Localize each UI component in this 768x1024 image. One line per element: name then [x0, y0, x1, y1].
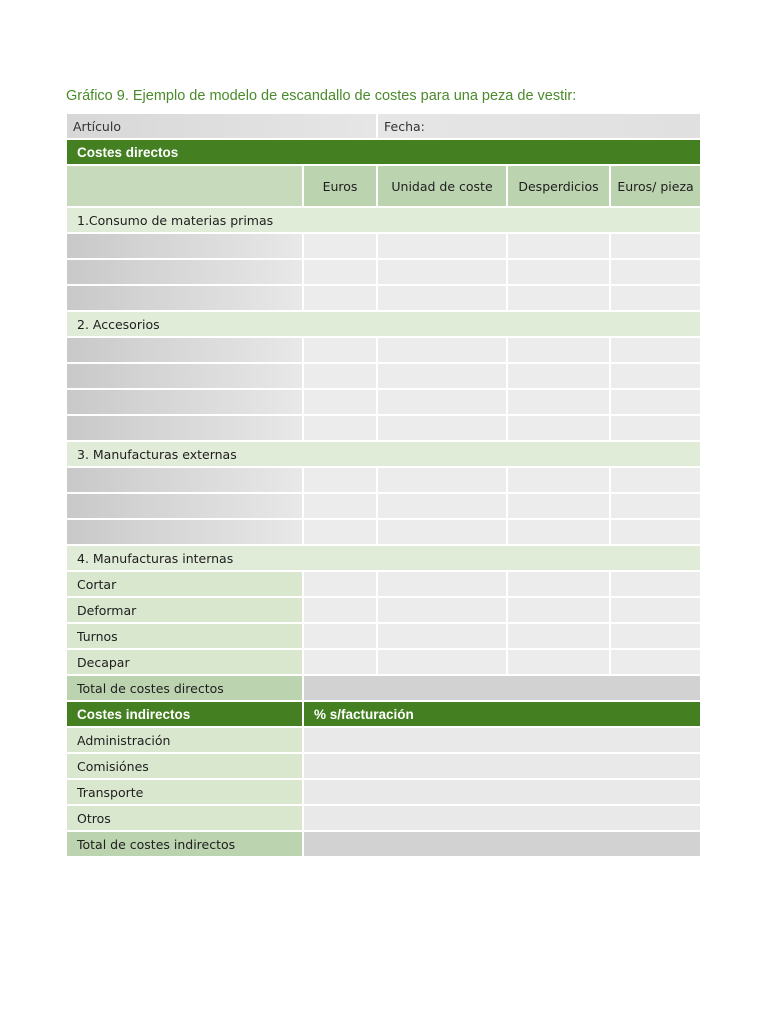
cost-item-row [67, 598, 700, 624]
blank-row [67, 416, 700, 442]
indirect-column-header: % s/facturación [304, 702, 700, 728]
value-cell[interactable] [508, 650, 611, 676]
blank-row [67, 520, 700, 546]
cost-item-row [67, 624, 700, 650]
figure-caption: Gráfico 9. Ejemplo de modelo de escandallo de costes para una peza de vestir: [66, 88, 577, 104]
value-cell[interactable] [611, 572, 700, 598]
cost-item-label: Turnos [67, 624, 304, 650]
blank-row [67, 234, 700, 260]
indirect-item-label: Transporte [67, 780, 304, 806]
column-header: Desperdicios [508, 166, 611, 208]
percentage-cell[interactable] [304, 780, 700, 806]
section-row [67, 546, 700, 572]
indirect-item-row [67, 754, 700, 780]
section-title: 1.Consumo de materias primas [67, 208, 700, 234]
value-cell[interactable] [304, 650, 378, 676]
value-cell[interactable] [304, 338, 378, 364]
column-header: Euros/ pieza [611, 166, 700, 208]
value-cell[interactable] [378, 390, 508, 416]
concept-cell[interactable] [67, 260, 304, 286]
concept-cell[interactable] [67, 494, 304, 520]
value-cell[interactable] [508, 598, 611, 624]
value-cell[interactable] [378, 520, 508, 546]
indirect-costs-title: Costes indirectos [67, 702, 304, 728]
indirect-total-value[interactable] [304, 832, 700, 858]
section-row [67, 312, 700, 338]
value-cell[interactable] [378, 364, 508, 390]
value-cell[interactable] [378, 416, 508, 442]
column-header: Euros [304, 166, 378, 208]
value-cell[interactable] [611, 650, 700, 676]
concept-cell[interactable] [67, 364, 304, 390]
header-row [67, 114, 700, 140]
cost-item-row [67, 572, 700, 598]
indirect-costs-band [67, 702, 700, 728]
value-cell[interactable] [611, 364, 700, 390]
direct-total-value[interactable] [304, 676, 700, 702]
concept-cell[interactable] [67, 390, 304, 416]
value-cell[interactable] [304, 364, 378, 390]
value-cell[interactable] [304, 390, 378, 416]
section-title: 2. Accesorios [67, 312, 700, 338]
articulo-field[interactable]: Artículo [67, 114, 378, 140]
cost-item-label: Deformar [67, 598, 304, 624]
value-cell[interactable] [508, 390, 611, 416]
value-cell[interactable] [378, 234, 508, 260]
direct-total-row [67, 676, 700, 702]
cost-breakdown-table [67, 114, 700, 858]
percentage-cell[interactable] [304, 754, 700, 780]
value-cell[interactable] [611, 598, 700, 624]
concept-cell[interactable] [67, 234, 304, 260]
column-header-row [67, 166, 700, 208]
value-cell[interactable] [611, 494, 700, 520]
value-cell[interactable] [508, 468, 611, 494]
blank-row [67, 338, 700, 364]
indirect-item-row [67, 780, 700, 806]
concept-cell[interactable] [67, 416, 304, 442]
indirect-total-row [67, 832, 700, 858]
fecha-field[interactable]: Fecha: [378, 114, 700, 140]
value-cell[interactable] [611, 338, 700, 364]
column-header-blank [67, 166, 304, 208]
value-cell[interactable] [508, 494, 611, 520]
value-cell[interactable] [508, 416, 611, 442]
value-cell[interactable] [378, 572, 508, 598]
blank-row [67, 468, 700, 494]
cost-item-label: Cortar [67, 572, 304, 598]
value-cell[interactable] [304, 234, 378, 260]
blank-row [67, 286, 700, 312]
value-cell[interactable] [304, 286, 378, 312]
value-cell[interactable] [378, 650, 508, 676]
value-cell[interactable] [508, 364, 611, 390]
value-cell[interactable] [304, 598, 378, 624]
value-cell[interactable] [611, 468, 700, 494]
value-cell[interactable] [304, 260, 378, 286]
value-cell[interactable] [378, 260, 508, 286]
section-row [67, 208, 700, 234]
value-cell[interactable] [378, 468, 508, 494]
indirect-total-label: Total de costes indirectos [67, 832, 304, 858]
blank-row [67, 494, 700, 520]
value-cell[interactable] [304, 494, 378, 520]
indirect-item-label: Comisiónes [67, 754, 304, 780]
value-cell[interactable] [378, 338, 508, 364]
concept-cell[interactable] [67, 468, 304, 494]
value-cell[interactable] [611, 520, 700, 546]
value-cell[interactable] [378, 494, 508, 520]
value-cell[interactable] [508, 286, 611, 312]
percentage-cell[interactable] [304, 806, 700, 832]
section-title: 3. Manufacturas externas [67, 442, 700, 468]
value-cell[interactable] [508, 624, 611, 650]
value-cell[interactable] [304, 520, 378, 546]
indirect-item-row [67, 728, 700, 754]
percentage-cell[interactable] [304, 728, 700, 754]
value-cell[interactable] [304, 572, 378, 598]
cost-item-label: Decapar [67, 650, 304, 676]
value-cell[interactable] [611, 234, 700, 260]
value-cell[interactable] [304, 468, 378, 494]
blank-row [67, 390, 700, 416]
section-row [67, 442, 700, 468]
value-cell[interactable] [611, 260, 700, 286]
value-cell[interactable] [508, 520, 611, 546]
indirect-item-label: Administración [67, 728, 304, 754]
blank-row [67, 260, 700, 286]
value-cell[interactable] [611, 624, 700, 650]
direct-total-label: Total de costes directos [67, 676, 304, 702]
value-cell[interactable] [508, 260, 611, 286]
value-cell[interactable] [304, 416, 378, 442]
blank-row [67, 364, 700, 390]
value-cell[interactable] [508, 572, 611, 598]
value-cell[interactable] [378, 624, 508, 650]
value-cell[interactable] [508, 234, 611, 260]
value-cell[interactable] [611, 390, 700, 416]
column-header: Unidad de coste [378, 166, 508, 208]
indirect-item-label: Otros [67, 806, 304, 832]
direct-costs-band [67, 140, 700, 166]
indirect-item-row [67, 806, 700, 832]
value-cell[interactable] [378, 286, 508, 312]
cost-item-row [67, 650, 700, 676]
direct-costs-title: Costes directos [67, 140, 700, 166]
concept-cell[interactable] [67, 520, 304, 546]
concept-cell[interactable] [67, 338, 304, 364]
section-title: 4. Manufacturas internas [67, 546, 700, 572]
concept-cell[interactable] [67, 286, 304, 312]
value-cell[interactable] [611, 286, 700, 312]
value-cell[interactable] [611, 416, 700, 442]
value-cell[interactable] [508, 338, 611, 364]
value-cell[interactable] [304, 624, 378, 650]
value-cell[interactable] [378, 598, 508, 624]
